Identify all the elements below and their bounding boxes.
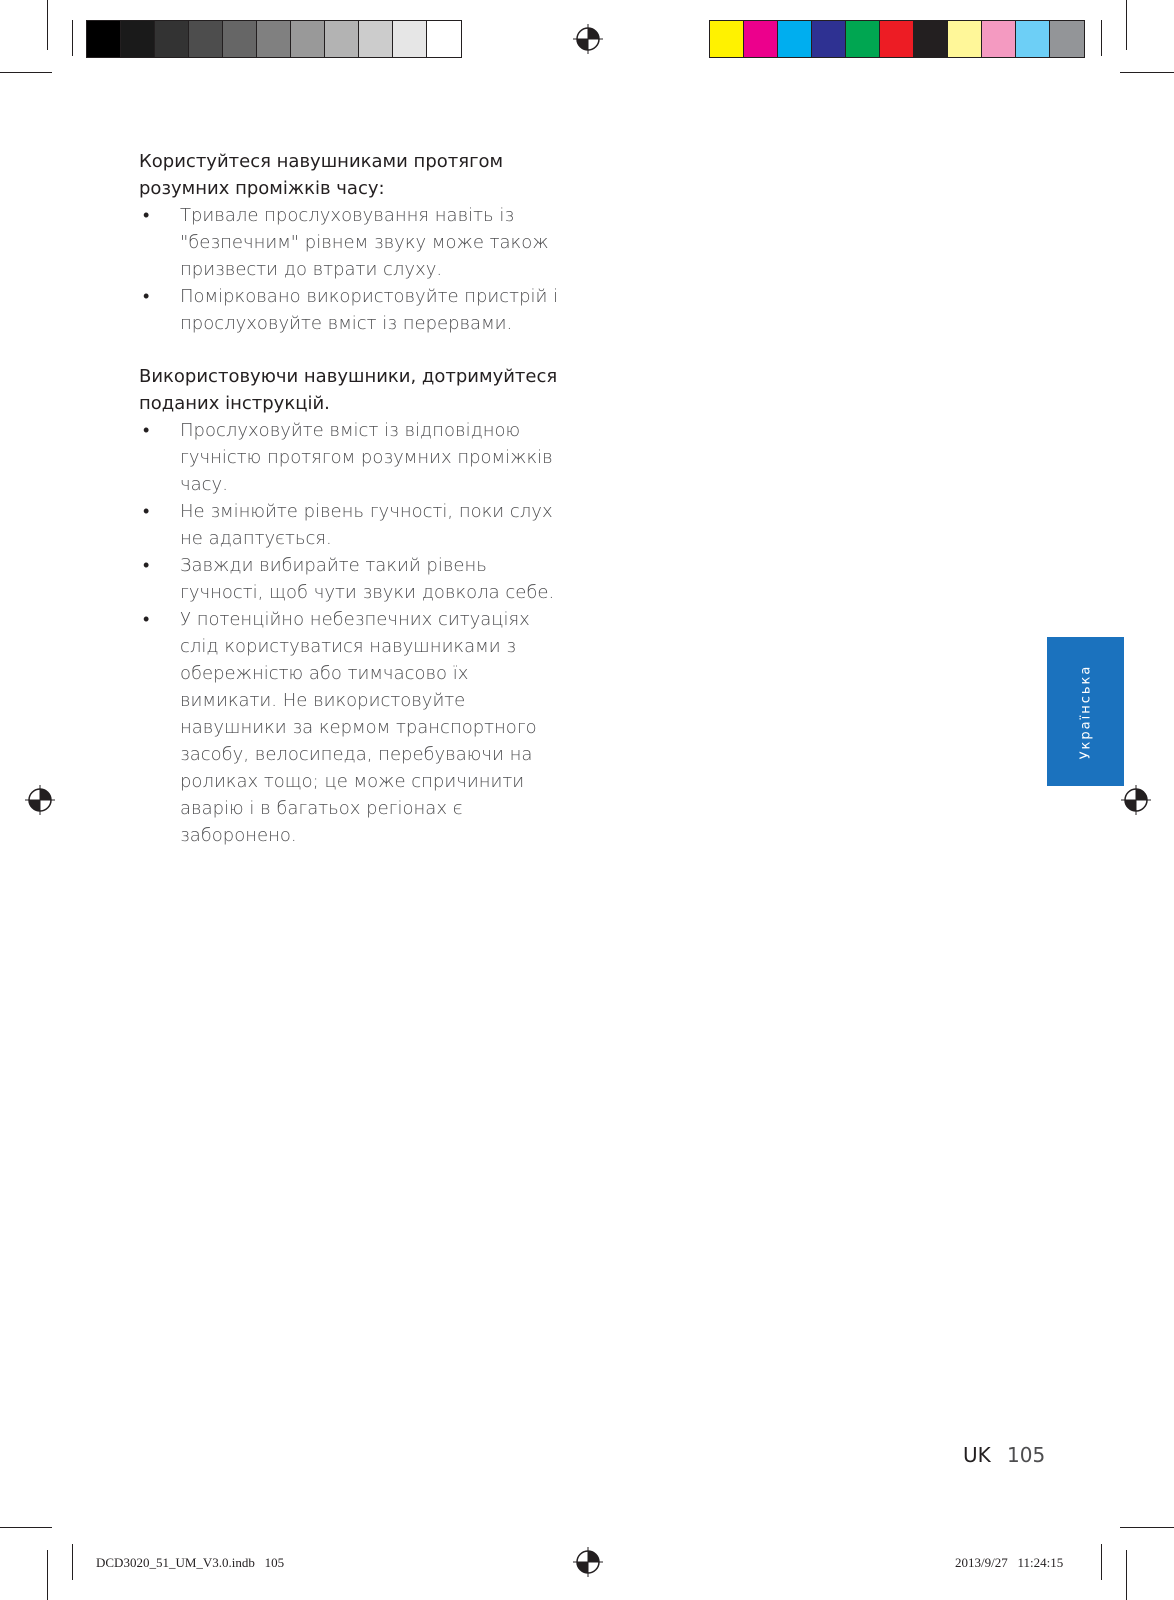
- color-swatch: [710, 21, 744, 57]
- gray-swatch: [393, 21, 427, 57]
- crop-mark-bottom-right-vertical: [1126, 1550, 1127, 1600]
- crop-mark-bottom-right-horizontal: [1120, 1527, 1174, 1528]
- gray-swatch: [325, 21, 359, 57]
- registration-mark-bottom-icon: [573, 1547, 603, 1577]
- gray-swatch: [189, 21, 223, 57]
- color-swatch: [812, 21, 846, 57]
- page-number: 105: [1007, 1443, 1046, 1467]
- crop-mark-top-right-vertical: [1126, 0, 1127, 50]
- bullet-list-safe-duration: [139, 202, 559, 337]
- gray-swatch: [257, 21, 291, 57]
- list-item: • Прослуховуйте вміст із відповідною гучністю протягом розумних проміжків часу.: [139, 417, 559, 498]
- gray-swatch: [87, 21, 121, 57]
- registration-mark-left-icon: [25, 785, 55, 815]
- color-swatch: [1016, 21, 1050, 57]
- color-swatch: [948, 21, 982, 57]
- crop-mark-top-right-inner: [1101, 20, 1102, 56]
- color-swatch: [880, 21, 914, 57]
- crop-mark-bottom-left-inner: [72, 1544, 73, 1580]
- language-tab-label: Українська: [1078, 664, 1093, 759]
- color-swatch: [778, 21, 812, 57]
- print-timestamp: 2013/9/27 11:24:15: [955, 1555, 1064, 1570]
- color-swatch: [982, 21, 1016, 57]
- gray-swatch: [223, 21, 257, 57]
- list-item: • У потенційно небезпечних ситуаціях слід користуватися навушниками з обережністю або тимчасово їх вимикати. Не використовуйте навушники за кермом транспортного засобу, велосипеда, перебуваючи на роликах тощо; це може спричинити аварію і в багатьох регіонах є заборонено.: [139, 606, 559, 849]
- list-item: • Тривале прослуховування навіть із "безпечним" рівнем звуку може також призвести до втрати слуху.: [139, 202, 559, 283]
- color-swatch: [914, 21, 948, 57]
- list-item: • Помірковано використовуйте пристрій і прослуховуйте вміст із перервами.: [139, 283, 559, 337]
- crop-mark-bottom-left-horizontal: [0, 1527, 52, 1528]
- crop-mark-bottom-right-inner: [1101, 1544, 1102, 1580]
- crop-mark-top-left-inner: [72, 20, 73, 56]
- color-swatch: [744, 21, 778, 57]
- registration-mark-right-icon: [1121, 785, 1151, 815]
- color-swatch: [1050, 21, 1084, 57]
- list-item: • Завжди вибирайте такий рівень гучності, щоб чути звуки довкола себе.: [139, 552, 559, 606]
- main-content: [139, 148, 559, 849]
- section-heading-headphone-guidelines: Використовуючи навушники, дотримуйтеся поданих інструкцій.: [139, 366, 558, 414]
- bullet-list-headphone-guidelines: [139, 417, 559, 849]
- color-swatch-bar: [709, 20, 1085, 58]
- crop-mark-top-left-vertical: [47, 0, 48, 50]
- gray-swatch: [155, 21, 189, 57]
- language-tab: [1047, 637, 1124, 786]
- gray-swatch: [359, 21, 393, 57]
- color-swatch: [846, 21, 880, 57]
- crop-mark-top-left-horizontal: [0, 72, 52, 73]
- registration-mark-top-icon: [573, 24, 603, 54]
- list-item: • Не змінюйте рівень гучності, поки слух не адаптується.: [139, 498, 559, 552]
- language-code: UK: [963, 1443, 991, 1467]
- grayscale-swatch-bar: [86, 20, 462, 58]
- gray-swatch: [121, 21, 155, 57]
- crop-mark-bottom-left-vertical: [47, 1550, 48, 1600]
- gray-swatch: [427, 21, 461, 57]
- section-heading-safe-duration: Користуйтеся навушниками протягом розумних проміжків часу:: [139, 151, 504, 199]
- gray-swatch: [291, 21, 325, 57]
- section-spacer: [139, 337, 559, 363]
- file-slug: DCD3020_51_UM_V3.0.indb 105: [96, 1555, 285, 1570]
- crop-mark-top-right-horizontal: [1120, 72, 1174, 73]
